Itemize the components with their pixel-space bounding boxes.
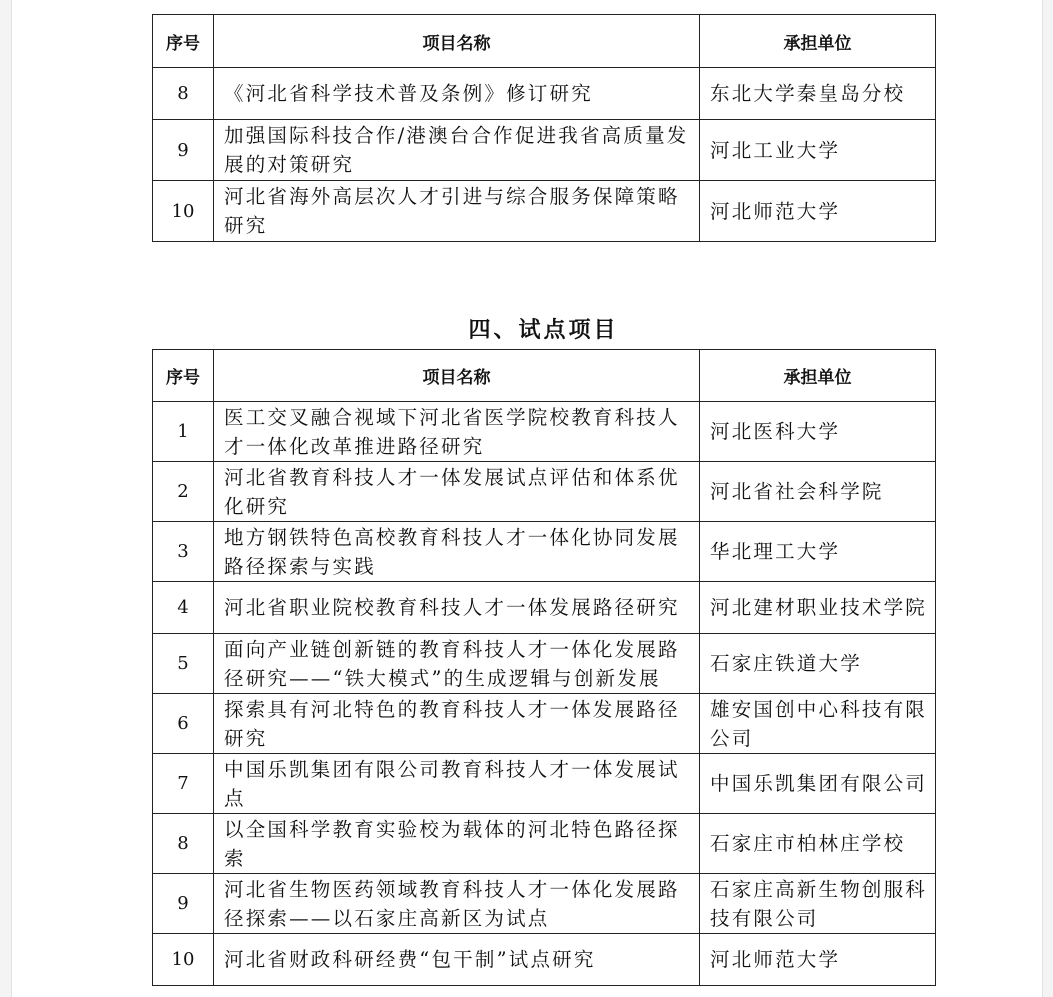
row-project-name: 河北省职业院校教育科技人才一体发展路径研究 <box>214 582 700 634</box>
row-project-name: 探索具有河北特色的教育科技人才一体发展路径研究 <box>214 694 700 754</box>
row-project-name: 医工交叉融合视域下河北省医学院校教育科技人才一体化改革推进路径研究 <box>214 402 700 462</box>
row-responsible-unit: 雄安国创中心科技有限公司 <box>700 694 936 754</box>
section-title: 四、试点项目 <box>468 318 619 343</box>
row-project-name: 河北省海外高层次人才引进与综合服务保障策略研究 <box>214 181 700 242</box>
header-serial-number: 序号 <box>153 15 214 68</box>
header-responsible-unit: 承担单位 <box>700 15 936 68</box>
row-project-name: 面向产业链创新链的教育科技人才一体化发展路径研究——“铁大模式”的生成逻辑与创新发展 <box>214 634 700 694</box>
row-serial-number: 5 <box>153 634 214 694</box>
row-serial-number: 2 <box>153 462 214 522</box>
row-responsible-unit: 华北理工大学 <box>700 522 936 582</box>
row-responsible-unit: 河北师范大学 <box>700 181 936 242</box>
table-row <box>153 462 936 522</box>
row-serial-number: 6 <box>153 694 214 754</box>
document-page <box>11 0 1043 997</box>
table-row <box>153 582 936 634</box>
row-serial-number: 3 <box>153 522 214 582</box>
row-responsible-unit: 石家庄铁道大学 <box>700 634 936 694</box>
row-serial-number: 8 <box>153 68 214 120</box>
row-serial-number: 10 <box>153 934 214 986</box>
table-header-row <box>153 350 936 402</box>
header-serial-number: 序号 <box>153 350 214 402</box>
table-row <box>153 934 936 986</box>
row-serial-number: 7 <box>153 754 214 814</box>
table-header-row <box>153 15 936 68</box>
row-responsible-unit: 河北师范大学 <box>700 934 936 986</box>
row-serial-number: 10 <box>153 181 214 242</box>
header-project-name: 项目名称 <box>214 350 700 402</box>
table-row <box>153 694 936 754</box>
row-project-name: 加强国际科技合作/港澳台合作促进我省高质量发展的对策研究 <box>214 120 700 181</box>
row-serial-number: 9 <box>153 874 214 934</box>
header-responsible-unit: 承担单位 <box>700 350 936 402</box>
table-row <box>153 814 936 874</box>
row-project-name: 河北省生物医药领域教育科技人才一体化发展路径探索——以石家庄高新区为试点 <box>214 874 700 934</box>
row-responsible-unit: 中国乐凯集团有限公司 <box>700 754 936 814</box>
row-responsible-unit: 河北工业大学 <box>700 120 936 181</box>
header-project-name: 项目名称 <box>214 15 700 68</box>
pilot-project-table <box>152 349 936 986</box>
row-responsible-unit: 石家庄高新生物创服科技有限公司 <box>700 874 936 934</box>
row-project-name: 《河北省科学技术普及条例》修订研究 <box>214 68 700 120</box>
row-project-name: 河北省教育科技人才一体发展试点评估和体系优化研究 <box>214 462 700 522</box>
row-responsible-unit: 石家庄市柏林庄学校 <box>700 814 936 874</box>
table-row <box>153 120 936 181</box>
row-serial-number: 1 <box>153 402 214 462</box>
row-project-name: 地方钢铁特色高校教育科技人才一体化协同发展路径探索与实践 <box>214 522 700 582</box>
table-row <box>153 402 936 462</box>
table-row <box>153 68 936 120</box>
row-project-name: 河北省财政科研经费“包干制”试点研究 <box>214 934 700 986</box>
table-row <box>153 522 936 582</box>
table-row <box>153 874 936 934</box>
row-project-name: 中国乐凯集团有限公司教育科技人才一体发展试点 <box>214 754 700 814</box>
row-serial-number: 8 <box>153 814 214 874</box>
row-responsible-unit: 河北省社会科学院 <box>700 462 936 522</box>
row-serial-number: 9 <box>153 120 214 181</box>
table-row <box>153 181 936 242</box>
row-responsible-unit: 河北医科大学 <box>700 402 936 462</box>
row-responsible-unit: 河北建材职业技术学院 <box>700 582 936 634</box>
row-project-name: 以全国科学教育实验校为载体的河北特色路径探索 <box>214 814 700 874</box>
table-row <box>153 634 936 694</box>
project-table-continued <box>152 14 936 242</box>
row-responsible-unit: 东北大学秦皇岛分校 <box>700 68 936 120</box>
table-row <box>153 754 936 814</box>
row-serial-number: 4 <box>153 582 214 634</box>
